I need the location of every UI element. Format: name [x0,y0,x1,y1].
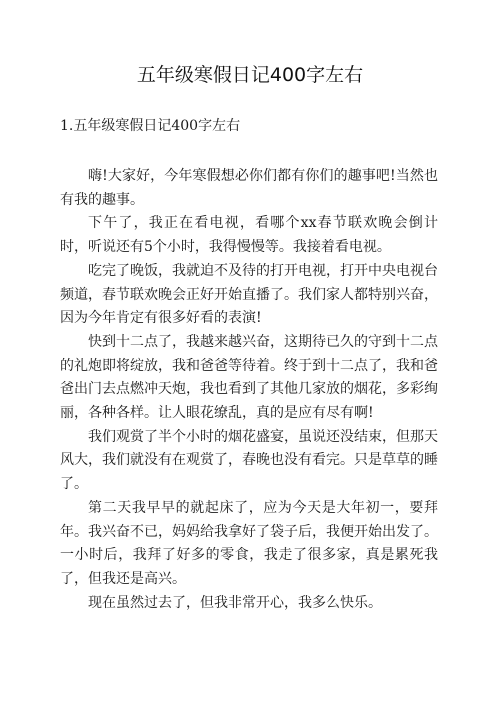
paragraph: 嗨!大家好，今年寒假想必你们都有你们的趣事吧!当然也有我的趣事。 [60,168,438,208]
section-heading: 1.五年级寒假日记400字左右 [60,118,241,134]
paragraph: 我们观赏了半个小时的烟花盛宴，虽说还没结束，但那天风大，我们就没有在观赏了，春晚也没有看完。只是草草的睡了。 [60,428,438,493]
paragraph: 吃完了晚饭，我就迫不及待的打开电视，打开中央电视台频道，春节联欢晚会正好开始直播了。我们家人都特别兴奋，因为今年肯定有很多好看的表演! [60,262,438,327]
paragraph: 第二天我早早的就起床了，应为今天是大年初一，要拜年。我兴奋不已，妈妈给我拿好了袋子后，我便开始出发了。一小时后，我拜了好多的零食，我走了很多家，真是累死我了，但我还是高兴。 [60,499,438,587]
diary-body [60,165,438,615]
paragraph: 现在虽然过去了，但我非常开心，我多么快乐。 [88,594,382,611]
document-title: 五年级寒假日记400字左右 [136,64,364,86]
paragraph: 下午了，我正在看电视，看哪个xx春节联欢晚会倒计时，听说还有5个小时，我得慢慢等。我接着看电视。 [60,215,438,256]
paragraph: 快到十二点了，我越来越兴奋，这期待已久的守到十二点的礼炮即将绽放，我和爸爸等待着。终于到十二点了，我和爸爸出门去点燃冲天炮，我也看到了其他几家放的烟花，多彩绚丽，各种各样。让人眼花缭乱，真的是应有尽有啊! [60,333,438,422]
